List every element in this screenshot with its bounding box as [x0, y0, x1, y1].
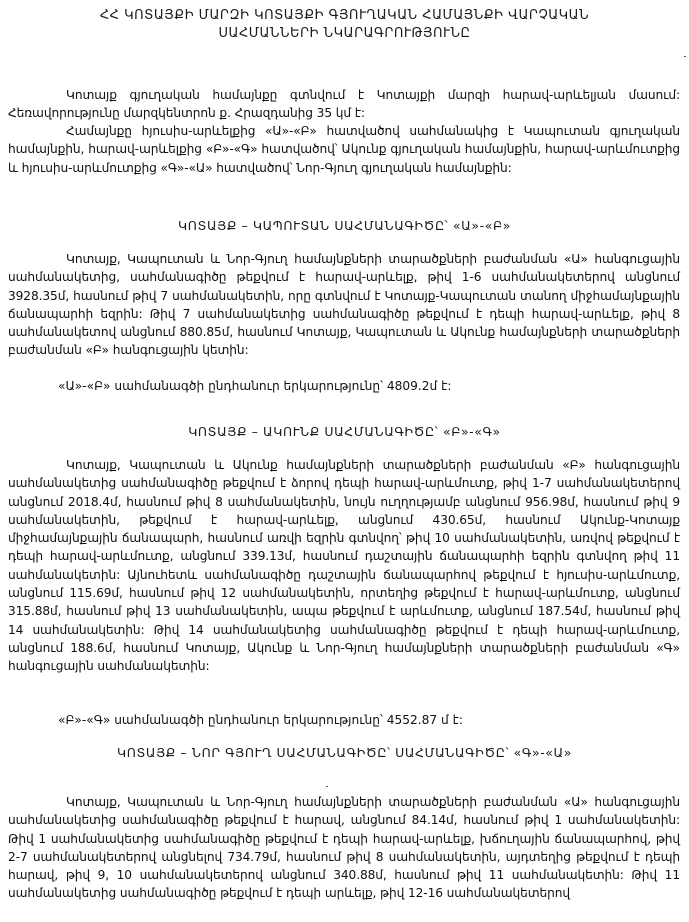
- section-heading-a-b: ԿՈՏԱՅՔ – ԿԱՊՈՒՏԱՆ ՍԱՀՄԱՆԱԳԻԾԸ՝ «Ա»-«Բ»: [178, 218, 511, 233]
- scan-speck: [326, 786, 328, 787]
- section-total-a-b: «Ա»-«Բ» սահմանագծի ընդհանուր երկարությունը՝ 4809.2մ է:: [58, 379, 452, 393]
- section-text-a-b: Կոտայք, Կապուտան և Նոր-Գյուղ համայնքների տարածքների բաժանման «Ա» հանգուցային սահմանակետից, սահմանագիծը թեքվում է հարավ-արևելք, թիվ 1-6 սահմանակետերով անցնում 3928.35մ, հասնում թիվ 7 սահմանակետին, որը գտնվում է Կոտայք-Կապուտան տանող միջհամայնքային ճանապարհի եզրին: Թիվ 7 սահմանակետից սահմանագիծը թեքվում է դեպի հարավ-արևելք, թիվ 8 սահմանակետով անցնում 880.85մ, հասնում Կոտայք, Կապուտան և Ակունք համայնքների տարածքների բաժանման «Բ» հանգուցային կետին:: [8, 252, 680, 358]
- section-body-c-a: [8, 793, 680, 903]
- section-heading-b-c: ԿՈՏԱՅՔ – ԱԿՈՒՆՔ ՍԱՀՄԱՆԱԳԻԾԸ՝ «Բ»-«Գ»: [188, 424, 501, 439]
- section-body-a-b: [8, 250, 680, 360]
- scan-speck: [684, 56, 686, 57]
- section-total-b-c: «Բ»-«Գ» սահմանագծի ընդհանուր երկարությունը՝ 4552.87 մ է:: [58, 713, 463, 727]
- section-heading-c-a: ԿՈՏԱՅՔ – ՆՈՐ ԳՅՈՒՂ ՍԱՀՄԱՆԱԳԻԾԸ՝ ՍԱՀՄԱՆԱԳԻԾԸ՝ «Գ»-«Ա»: [117, 745, 572, 760]
- section-text-b-c: Կոտայք, Կապուտան և Ակունք համայնքների տարածքների բաժանման «Բ» հանգուցային սահմանակետից սահմանագիծը թեքվում է ձորով դեպի հարավ-արևմուտք, թիվ 1-7 սահմանակետերով անցնում 2018.4մ, հասնում թիվ 8 սահմանակետին, նույն ուղղությամբ անցնում 956.98մ, հասնում թիվ 9 սահմանակետին, թեքվում է հարավ-արևելք, անցնում 430.65մ, հասնում Ակունք-Կոտայք միջհամայնքային ճանապարհ, հասնում առվի եզրին գտնվող՝ թիվ 10 սահմանակետին, առվով թեքվում է դեպի հարավ-արևմուտք, անցնում 339.13մ, հասնում դաշտային ճանապարհի եզրին գտնվող թիվ 11 սահմանակետին: Այնուհետև սահմանագիծը դաշտային ճանապարհով թեքվում է հյուսիս-արևմուտք, անցնում 115.69մ, հասնում թիվ 12 սահմանակետին, որտեղից թեքվում է հարավ-արևմուտք, անցնում 315.88մ, հասնում թիվ 13 սահմանակետին, ապա թեքվում է արևմուտք, անցնում 187.54մ, հասնում թիվ 14 սահմանակետին: Թիվ 14 սահմանակետից սահմանագիծը թեքվում է դեպի հարավ-արևմուտք, անցնում 188.6մ, հասնում Կոտայք, Ակունք և Նոր-Գյուղ համայնքների տարածքների բաժանման «Գ» հանգուցային սահմանակետին:: [8, 458, 680, 674]
- document-title-line-2: ՍԱՀՄԱՆՆԵՐԻ ՆԿԱՐԱԳՐՈՒԹՅՈՒՆԸ: [218, 26, 471, 41]
- intro-paragraph-location: [8, 86, 680, 123]
- document-title-line-1: ՀՀ ԿՈՏԱՅՔԻ ՄԱՐԶԻ ԿՈՏԱՅՔԻ ԳՅՈՒՂԱԿԱՆ ՀԱՄԱՅՆՔԻ ՎԱՐՉԱԿԱՆ: [99, 8, 590, 23]
- intro-paragraph-neighbors: [8, 122, 680, 177]
- intro-text-2: Համայնքը հյուսիս-արևելքից «Ա»-«Բ» հատվածով սահմանակից է Կապուտան գյուղական համայնքին, հարավ-արևելքից «Բ»-«Գ» հատվածով՝ Ակունք գյուղական համայնքին, հարավ-արևմուտքից և հյուսիս-արևմուտքից «Գ»-«Ա» հատվածով՝ Նոր-Գյուղ գյուղական համայնքին:: [8, 124, 680, 175]
- intro-text-1: Կոտայք գյուղական համայնքը գտնվում է Կոտայքի մարզի հարավ-արևելյան մասում: Հեռավորությունը մարզկենտրոն ք. Հրազդանից 35 կմ է:: [8, 88, 680, 121]
- section-body-b-c: [8, 456, 680, 676]
- section-text-c-a: Կոտայք, Կապուտան և Նոր-Գյուղ համայնքների տարածքների բաժանման «Ա» հանգուցային սահմանակետից սահմանագիծը թեքվում է հարավ, անցնում 84.14մ, հասնում թիվ 1 սահմանակետին: Թիվ 1 սահմանակետից սահմանագիծը թեքվում է դեպի հարավ-արևելք, խճուղային ճանապարհով, թիվ 2-7 սահմանակետերով անցնելով 734.79մ, հասնում թիվ 8 սահմանակետին, այդտեղից թեքվում է դեպի հարավ, թիվ 9, 10 սահմանակետերով անցնում 340.88մ, հասնում թիվ 11 սահմանակետին: Թիվ 11 սահմանակետից սահմանագիծը թեքվում է դեպի արևելք, թիվ 12-16 սահմանակետերով: [8, 795, 680, 901]
